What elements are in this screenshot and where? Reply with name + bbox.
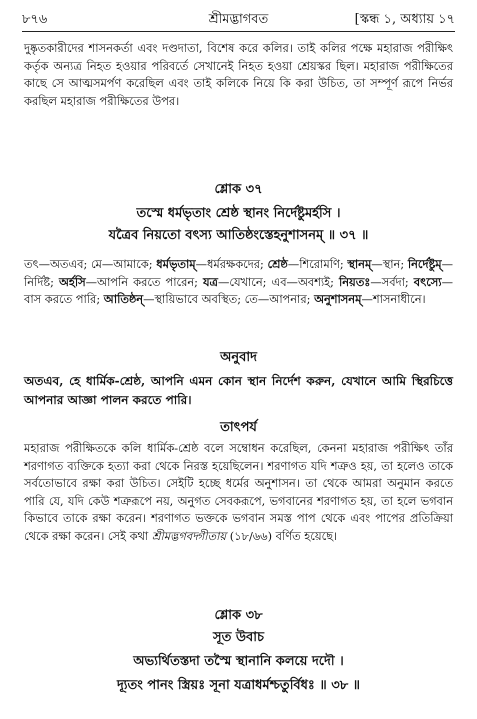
verse-38-line-2: দ্যূতং পানং স্ত্রিয়ঃ সূনা যত্রাধর্মশ্চতুর্বিধঃ ॥ ৩৮ ॥ [116, 678, 361, 693]
verse-37-line-1: তস্মে ধর্মভৃতাং শ্রেষ্ঠ স্থানং নির্দেষ্টুমর্হসি । [136, 206, 341, 221]
synonym-meaning: —যেখানে; [217, 274, 272, 289]
synonym-word: নিয়তঃ [338, 274, 371, 289]
synonym-word: বৎস্যে [413, 274, 442, 289]
synonym-meaning: —আমাকে; [101, 257, 157, 271]
synonym-meaning: —ধর্মরক্ষকদের; [195, 257, 268, 271]
purport-text [24, 440, 453, 546]
synonym-meaning: —শিরোমণি; [287, 257, 348, 271]
synonym-word: এব [271, 274, 287, 289]
synonym-meaning: —আপনার; [257, 292, 315, 307]
word-synonyms [24, 256, 453, 309]
synonym-word: শ্রেষ্ঠ [267, 257, 288, 271]
synonym-word: অনুশাসনম্ [314, 292, 362, 307]
synonym-meaning: —সর্বদা; [370, 274, 414, 289]
synonym-meaning: —নির্দিষ্ট; [24, 257, 453, 289]
synonym-word: যত্র [203, 274, 218, 289]
translation-text: অতএব, হে ধার্মিক-শ্রেষ্ঠ, আপনি এমন কোন স্থান নির্দেশ করুন, যেখানে আমি স্থিরচিত্তে আপনার আজ্ঞা পালন করতে পারি। [24, 374, 453, 407]
purport-source: শ্রীমদ্ভগবদ্গীতায় [151, 528, 227, 543]
page-header [22, 10, 455, 32]
synonym-word: তে [244, 292, 258, 307]
synonym-meaning: —বাস করতে পারি; [24, 274, 453, 307]
verse-38-line-1: অভ্যর্থিতস্তদা তস্মৈ স্থানানি কলয়ে দদৌ । [133, 654, 344, 669]
verse-38-heading: শ্লোক ৩৮ [214, 608, 263, 623]
synonym-meaning: —অবশ্যই; [286, 274, 339, 289]
synonym-word: মে [90, 257, 102, 271]
synonym-word: স্থানম্ [347, 257, 372, 271]
synonym-meaning: —আপনি করতে পারেন; [85, 274, 203, 289]
synonym-word: নির্দেষ্টুম্ [407, 257, 442, 271]
purport-body: মহারাজ পরীক্ষিতকে কলি ধার্মিক-শ্রেষ্ঠ বলে সম্বোধন করেছিল, কেননা মহারাজ পরীক্ষিৎ তাঁর শরণাগত ব্যক্তিকে হত্যা করা থেকে নিরস্ত হয়েছিলেন। শরণাগত যদি শত্রুও হয়, তা হলেও তাকে সর্বতোভাবে রক্ষা করা উচিত। সেইটি হচ্ছে ধর্মের অনুশাসন। তা থেকে আমরা অনুমান করতে পারি যে, যদি কেউ শত্রুরূপে নয়, অনুগত সেবকরূপে, ভগবানের শরণাগত হয়, তা হলে ভগবান কিভাবে তাকে রক্ষা করেন। শরণাগত ভক্তকে ভগবান সমস্ত পাপ থেকে এবং পাপের প্রতিক্রিয়া থেকে রক্ষা করেন। সেই কথা [24, 441, 453, 543]
verse-37-line-2: যত্রৈব নিয়তো বৎস্য আতিষ্ঠংস্তেহনুশাসনম্ ॥ ৩৭ ॥ [108, 228, 369, 243]
synonym-word: অর্হসি [58, 274, 86, 289]
purport-heading: তাৎপর্য [220, 420, 257, 435]
header-divider [22, 31, 455, 32]
page-number: ৮৭৬ [22, 12, 48, 27]
chapter-reference: [স্কন্ধ ১, অধ্যায় ১৭ [354, 12, 455, 27]
synonym-word: ধর্মভৃতাম্ [156, 257, 196, 271]
intro-paragraph: দুষ্কৃতকারীদের শাসনকর্তা এবং দণ্ডদাতা, বিশেষ করে কলির। তাই কলির পক্ষে মহারাজ পরীক্ষিৎ কর্তৃক অন্যত্র নিহত হওয়ার পরিবর্তে সেখানেই নিহত হওয়া শ্রেয়স্কর ছিল। মহারাজ পরীক্ষিতের কাছে সে আত্মসমর্পণ করেছিল এবং তাই কলিকে নিয়ে কি করা উচিত, তা সম্পূর্ণ রূপে নির্ভর করছিল মহারাজ পরীক্ষিতের উপর। [24, 41, 453, 108]
translation-heading: অনুবাদ [220, 350, 257, 365]
synonym-meaning: —শাসনাধীনে। [361, 292, 426, 307]
synonym-word: তৎ [24, 257, 39, 271]
synonym-meaning: —অতএব; [38, 257, 91, 271]
verse-38-speaker: সূত উবাচ [212, 630, 264, 645]
synonym-meaning: —স্থান; [371, 257, 408, 271]
book-title: শ্রীমদ্ভাগবত [208, 12, 269, 27]
synonym-word: আতিষ্ঠন্ [103, 292, 144, 307]
verse-37-heading: শ্লোক ৩৭ [214, 182, 263, 197]
purport-reference: (১৮/৬৬) বর্ণিত হয়েছে। [226, 528, 338, 543]
synonym-meaning: —স্থায়িভাবে অবস্থিত; [143, 292, 245, 307]
